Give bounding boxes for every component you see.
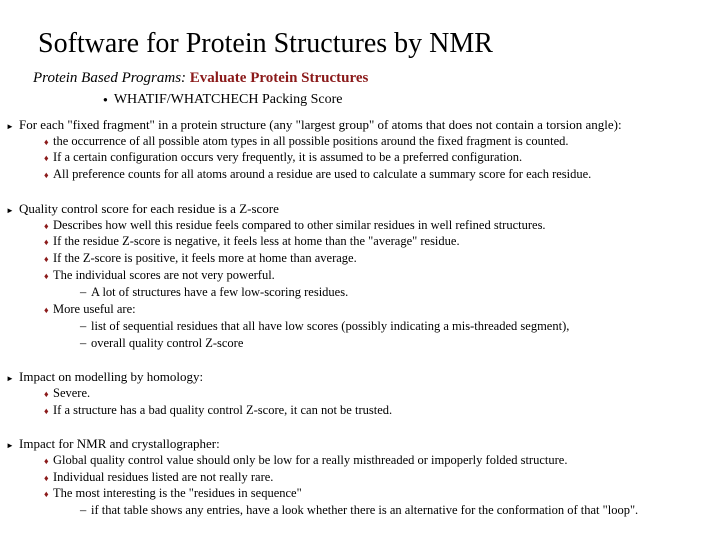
- section-heading: [6, 436, 220, 452]
- list-item: [44, 218, 546, 233]
- list-item: [44, 403, 392, 418]
- diamond-bullet-icon: ♦: [44, 305, 49, 316]
- list-item: [44, 150, 522, 165]
- diamond-bullet-icon: ♦: [44, 237, 49, 248]
- list-item-text: Severe.: [53, 386, 91, 400]
- list-item-text: Individual residues listed are not really rare.: [53, 470, 274, 484]
- list-item-text: The most interesting is the "residues in sequence": [53, 486, 302, 500]
- subtitle-prefix: Protein Based Programs:: [33, 70, 187, 86]
- slide-subtitle: [33, 70, 368, 87]
- section-heading: [6, 369, 203, 385]
- list-item: [44, 302, 136, 317]
- section-heading-text: Impact for NMR and crystallographer:: [19, 436, 220, 451]
- sub-list-item-text: list of sequential residues that all have low scores (possibly indicating a mis-threaded segment),: [91, 319, 570, 333]
- list-item-text: The individual scores are not very powerful.: [53, 268, 275, 282]
- slide-title: Software for Protein Structures by NMR: [38, 28, 493, 59]
- sub-list-item: [80, 319, 569, 334]
- list-item: [44, 134, 569, 149]
- list-item-text: More useful are:: [53, 302, 136, 316]
- program-name: WHATIF/WHATCHECH Packing Score: [113, 92, 343, 107]
- list-item-text: If a structure has a bad quality control Z-score, it can not be trusted.: [53, 403, 393, 417]
- arrow-bullet-icon: ►: [6, 205, 14, 215]
- subtitle-highlight: Evaluate Protein Structures: [189, 70, 369, 86]
- arrow-bullet-icon: ►: [6, 440, 14, 450]
- list-item: [44, 386, 90, 401]
- sub-list-item-text: if that table shows any entries, have a look whether there is an alternative for the conformation of that "loop".: [91, 503, 639, 517]
- list-item-text: Describes how well this residue feels compared to other similar residues in well refined structures.: [53, 218, 546, 232]
- sub-list-item: [80, 336, 243, 351]
- section-heading: [6, 117, 622, 133]
- section-heading: [6, 201, 279, 217]
- diamond-bullet-icon: ♦: [44, 137, 49, 148]
- diamond-bullet-icon: ♦: [44, 254, 49, 265]
- section-heading-text: Quality control score for each residue is a Z-score: [19, 201, 279, 216]
- diamond-bullet-icon: ♦: [44, 221, 49, 232]
- diamond-bullet-icon: ♦: [44, 271, 49, 282]
- diamond-bullet-icon: ♦: [44, 389, 49, 400]
- sub-list-item-text: overall quality control Z-score: [91, 336, 244, 350]
- dash-bullet-icon: –: [80, 285, 87, 299]
- list-item: [44, 234, 460, 249]
- list-item-text: If a certain configuration occurs very frequently, it is assumed to be a preferred configuration.: [53, 150, 523, 164]
- program-bullet: [103, 92, 342, 108]
- bullet-dot-icon: ●: [103, 95, 108, 105]
- diamond-bullet-icon: ♦: [44, 153, 49, 164]
- arrow-bullet-icon: ►: [6, 373, 14, 383]
- sub-list-item-text: A lot of structures have a few low-scoring residues.: [91, 285, 349, 299]
- diamond-bullet-icon: ♦: [44, 406, 49, 417]
- list-item: [44, 470, 273, 485]
- list-item: [44, 486, 302, 501]
- diamond-bullet-icon: ♦: [44, 456, 49, 467]
- list-item-text: If the residue Z-score is negative, it feels less at home than the "average" residue.: [53, 234, 460, 248]
- dash-bullet-icon: –: [80, 336, 87, 350]
- sub-list-item: [80, 285, 348, 300]
- list-item: [44, 453, 567, 468]
- dash-bullet-icon: –: [80, 319, 87, 333]
- list-item: [44, 251, 357, 266]
- arrow-bullet-icon: ►: [6, 121, 14, 131]
- list-item-text: If the Z-score is positive, it feels more at home than average.: [53, 251, 357, 265]
- diamond-bullet-icon: ♦: [44, 170, 49, 181]
- list-item: [44, 268, 275, 283]
- section-heading-text: For each "fixed fragment" in a protein structure (any "largest group" of atoms that does not contain a torsion angle):: [19, 117, 622, 132]
- sub-list-item: [80, 503, 638, 518]
- list-item: [44, 167, 591, 182]
- diamond-bullet-icon: ♦: [44, 473, 49, 484]
- dash-bullet-icon: –: [80, 503, 87, 517]
- list-item-text: Global quality control value should only be low for a really misthreaded or impoperly folded structure.: [53, 453, 568, 467]
- list-item-text: the occurrence of all possible atom types in all possible positions around the fixed fragment is counted.: [53, 134, 569, 148]
- section-heading-text: Impact on modelling by homology:: [19, 369, 204, 384]
- diamond-bullet-icon: ♦: [44, 489, 49, 500]
- list-item-text: All preference counts for all atoms around a residue are used to calculate a summary score for each residue.: [53, 167, 592, 181]
